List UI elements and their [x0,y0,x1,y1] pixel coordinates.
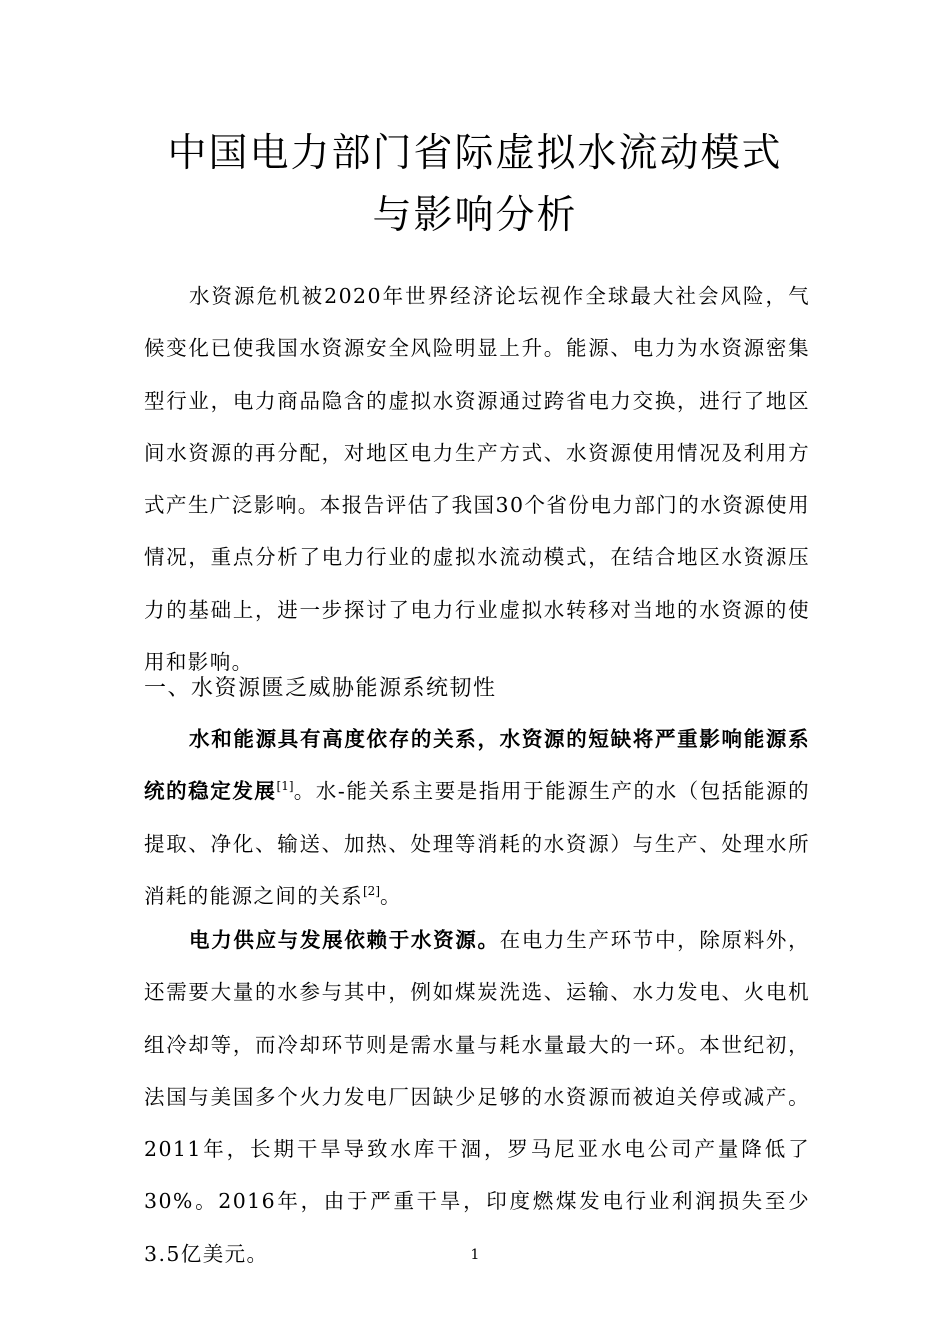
reference-1-link[interactable]: [1] [276,779,294,794]
section-heading-1: 一、水资源匮乏威胁能源系统韧性 [144,676,497,701]
paragraph-water-energy-text-b: 。 [380,883,402,908]
intro-paragraph: 水资源危机被2020年世界经济论坛视作全球最大社会风险，气候变化已使我国水资源安全风险明显上升。能源、电力为水资源密集型行业，电力商品隐含的虚拟水资源通过跨省电力交换，进行了地区间水资源的再分配，对地区电力生产方式、水资源使用情况及利用方式产生广泛影响。本报告评估了我国30个省份电力部门的水资源使用情况，重点分析了电力行业的虚拟水流动模式，在结合地区水资源压力的基础上，进一步探讨了电力行业虚拟水转移对当地的水资源的使用和影响。 [144,284,810,675]
paragraph-water-energy [144,713,810,922]
document-title-line-1: 中国电力部门省际虚拟水流动模式 [167,131,783,176]
document-title-line-2: 与影响分析 [372,193,578,238]
reference-2-link[interactable]: [2] [363,884,380,899]
paragraph-power-supply-lead: 电力供应与发展依赖于水资源。 [189,928,500,952]
paragraph-water-energy-text-a: 。水-能关系主要是指用于能源生产的水（包括能源的提取、净化、输送、加热、处理等消耗的水资源）与生产、处理水所消耗的能源之间的关系 [144,779,810,908]
paragraph-water-energy-lead: 水和能源具有高度依存的关系，水资源的短缺将严重影响能源系统的稳定发展 [144,727,810,804]
paragraph-power-supply [144,914,810,1280]
paragraph-power-supply-text: 在电力生产环节中，除原料外，还需要大量的水参与其中，例如煤炭洗选、运输、水力发电、火电机组冷却等，而冷却环节则是需水量与耗水量最大的一环。本世纪初，法国与美国多个火力发电厂因缺少足够的水资源而被迫关停或减产。2011年，长期干旱导致水库干涸，罗马尼亚水电公司产量降低了30%。2016年，由于严重干旱，印度燃煤发电行业利润损失至少3.5亿美元。 [144,928,810,1266]
page-number: 1 [470,1247,480,1263]
